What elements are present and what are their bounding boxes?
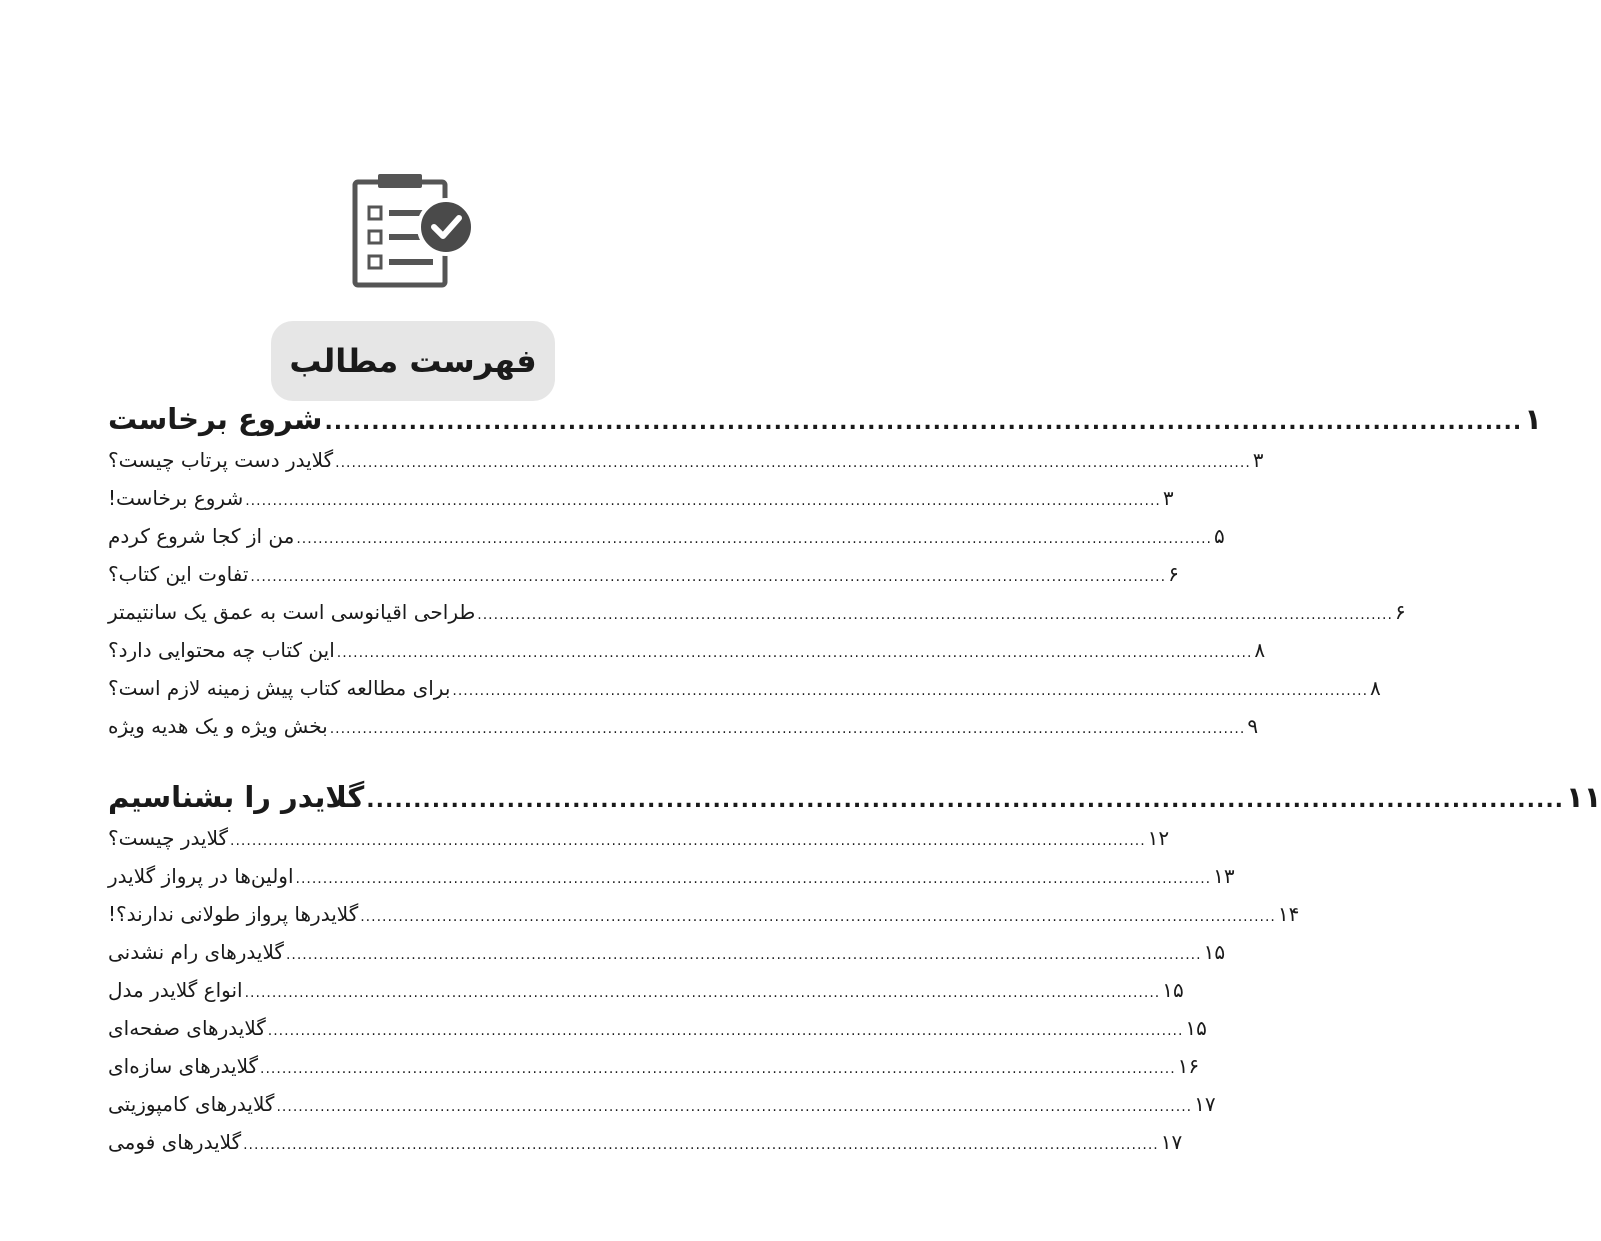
leader-dots: ................................................................................................................................ <box>366 788 1565 813</box>
entry-page-number: ۱۵ <box>1185 1016 1207 1040</box>
toc-entry[interactable] <box>108 714 1259 752</box>
leader-dots: ........................................................................................................................................................................ <box>276 1099 1193 1115</box>
toc-entry[interactable] <box>108 676 1381 714</box>
toc-section-2 <box>108 780 1601 1168</box>
page-title-box <box>271 321 555 401</box>
entry-page-number: ۶ <box>1394 600 1406 624</box>
entry-title: گلایدرهای رام نشدنی <box>108 940 284 964</box>
entry-page-number: ۱۶ <box>1177 1054 1200 1078</box>
entry-title: بخش ویژه و یک هدیه ویژه <box>108 714 328 738</box>
leader-dots: ................................................................................................................................ <box>324 410 1523 435</box>
entry-title: من از کجا شروع کردم <box>108 524 295 548</box>
toc-entry[interactable] <box>108 940 1226 978</box>
toc-entry[interactable] <box>108 1130 1183 1168</box>
toc-entry[interactable] <box>108 524 1225 562</box>
toc-entry[interactable] <box>108 1054 1200 1092</box>
entry-title: برای مطالعه کتاب پیش زمینه لازم است؟ <box>108 676 451 700</box>
entry-page-number: ۳ <box>1252 448 1264 472</box>
entry-page-number: ۱۷ <box>1160 1130 1183 1154</box>
toc-entry[interactable] <box>108 978 1184 1016</box>
section-heading[interactable] <box>108 402 1542 442</box>
entry-title: گلایدر چیست؟ <box>108 826 229 850</box>
toc-section-1 <box>108 402 1542 752</box>
entry-title: طراحی اقیانوسی است به عمق یک سانتیمتر <box>108 600 476 624</box>
toc-entry[interactable] <box>108 864 1235 902</box>
section-heading[interactable] <box>108 780 1601 820</box>
entry-title: انواع گلایدر مدل <box>108 978 243 1002</box>
page-title: فهرست مطالب <box>289 342 537 380</box>
toc-entry[interactable] <box>108 826 1170 864</box>
toc-entry[interactable] <box>108 902 1300 940</box>
entry-title: گلایدرهای فومی <box>108 1130 242 1154</box>
entry-page-number: ۸ <box>1254 638 1266 662</box>
toc-entry[interactable] <box>108 638 1266 676</box>
leader-dots: ........................................................................................................................................................................ <box>477 607 1393 623</box>
leader-dots: ........................................................................................................................................................................ <box>245 493 1161 509</box>
entry-page-number: ۱۵ <box>1203 940 1226 964</box>
leader-dots: ........................................................................................................................................................................ <box>336 645 1253 661</box>
leader-dots: ........................................................................................................................................................................ <box>329 721 1246 737</box>
leader-dots: ........................................................................................................................................................................ <box>250 569 1167 585</box>
entry-title: شروع برخاست! <box>108 486 244 510</box>
entry-page-number: ۱۷ <box>1194 1092 1216 1116</box>
clipboard-checklist-icon <box>350 172 480 292</box>
entry-page-number: ۵ <box>1213 524 1225 548</box>
entry-title: تفاوت این کتاب؟ <box>108 562 249 586</box>
leader-dots: ........................................................................................................................................................................ <box>267 1023 1184 1039</box>
leader-dots: ........................................................................................................................................................................ <box>360 909 1276 925</box>
entry-page-number: ۱۲ <box>1147 826 1170 850</box>
entry-page-number: ۱۴ <box>1277 902 1300 926</box>
entry-title: گلایدرهای صفحه‌ای <box>108 1016 266 1040</box>
leader-dots: ........................................................................................................................................................................ <box>285 947 1202 963</box>
entry-page-number: ۱۵ <box>1162 978 1184 1002</box>
leader-dots: ........................................................................................................................................................................ <box>335 455 1251 471</box>
toc-entry[interactable] <box>108 1092 1216 1130</box>
leader-dots: ........................................................................................................................................................................ <box>452 683 1369 699</box>
section-title: شروع برخاست <box>108 402 323 436</box>
entry-page-number: ۹ <box>1247 714 1259 738</box>
toc-entry[interactable] <box>108 562 1179 600</box>
leader-dots: ........................................................................................................................................................................ <box>230 833 1146 849</box>
toc-entry[interactable] <box>108 448 1264 486</box>
entry-title: گلایدرهای سازه‌ای <box>108 1054 259 1078</box>
section-title: گلایدر را بشناسیم <box>108 780 365 814</box>
entry-title: گلایدر دست پرتاب چیست؟ <box>108 448 334 472</box>
toc-entry[interactable] <box>108 600 1406 638</box>
leader-dots: ........................................................................................................................................................................ <box>244 985 1161 1001</box>
leader-dots: ........................................................................................................................................................................ <box>260 1061 1176 1077</box>
leader-dots: ........................................................................................................................................................................ <box>295 871 1212 887</box>
section-page-number: ۱۱ <box>1566 780 1601 814</box>
toc-entry[interactable] <box>108 1016 1207 1054</box>
entry-page-number: ۱۳ <box>1213 864 1235 888</box>
entry-title: این کتاب چه محتوایی دارد؟ <box>108 638 335 662</box>
entry-title: گلایدرها پرواز طولانی ندارند؟! <box>108 902 359 926</box>
entry-page-number: ۸ <box>1370 676 1381 700</box>
entry-page-number: ۶ <box>1168 562 1179 586</box>
entry-title: گلایدرهای کامپوزیتی <box>108 1092 275 1116</box>
leader-dots: ........................................................................................................................................................................ <box>296 531 1212 547</box>
toc-entry[interactable] <box>108 486 1174 524</box>
entry-title: اولین‌ها در پرواز گلایدر <box>108 864 294 888</box>
section-page-number: ۱ <box>1524 402 1542 436</box>
leader-dots: ........................................................................................................................................................................ <box>243 1137 1159 1153</box>
entry-page-number: ۳ <box>1162 486 1174 510</box>
